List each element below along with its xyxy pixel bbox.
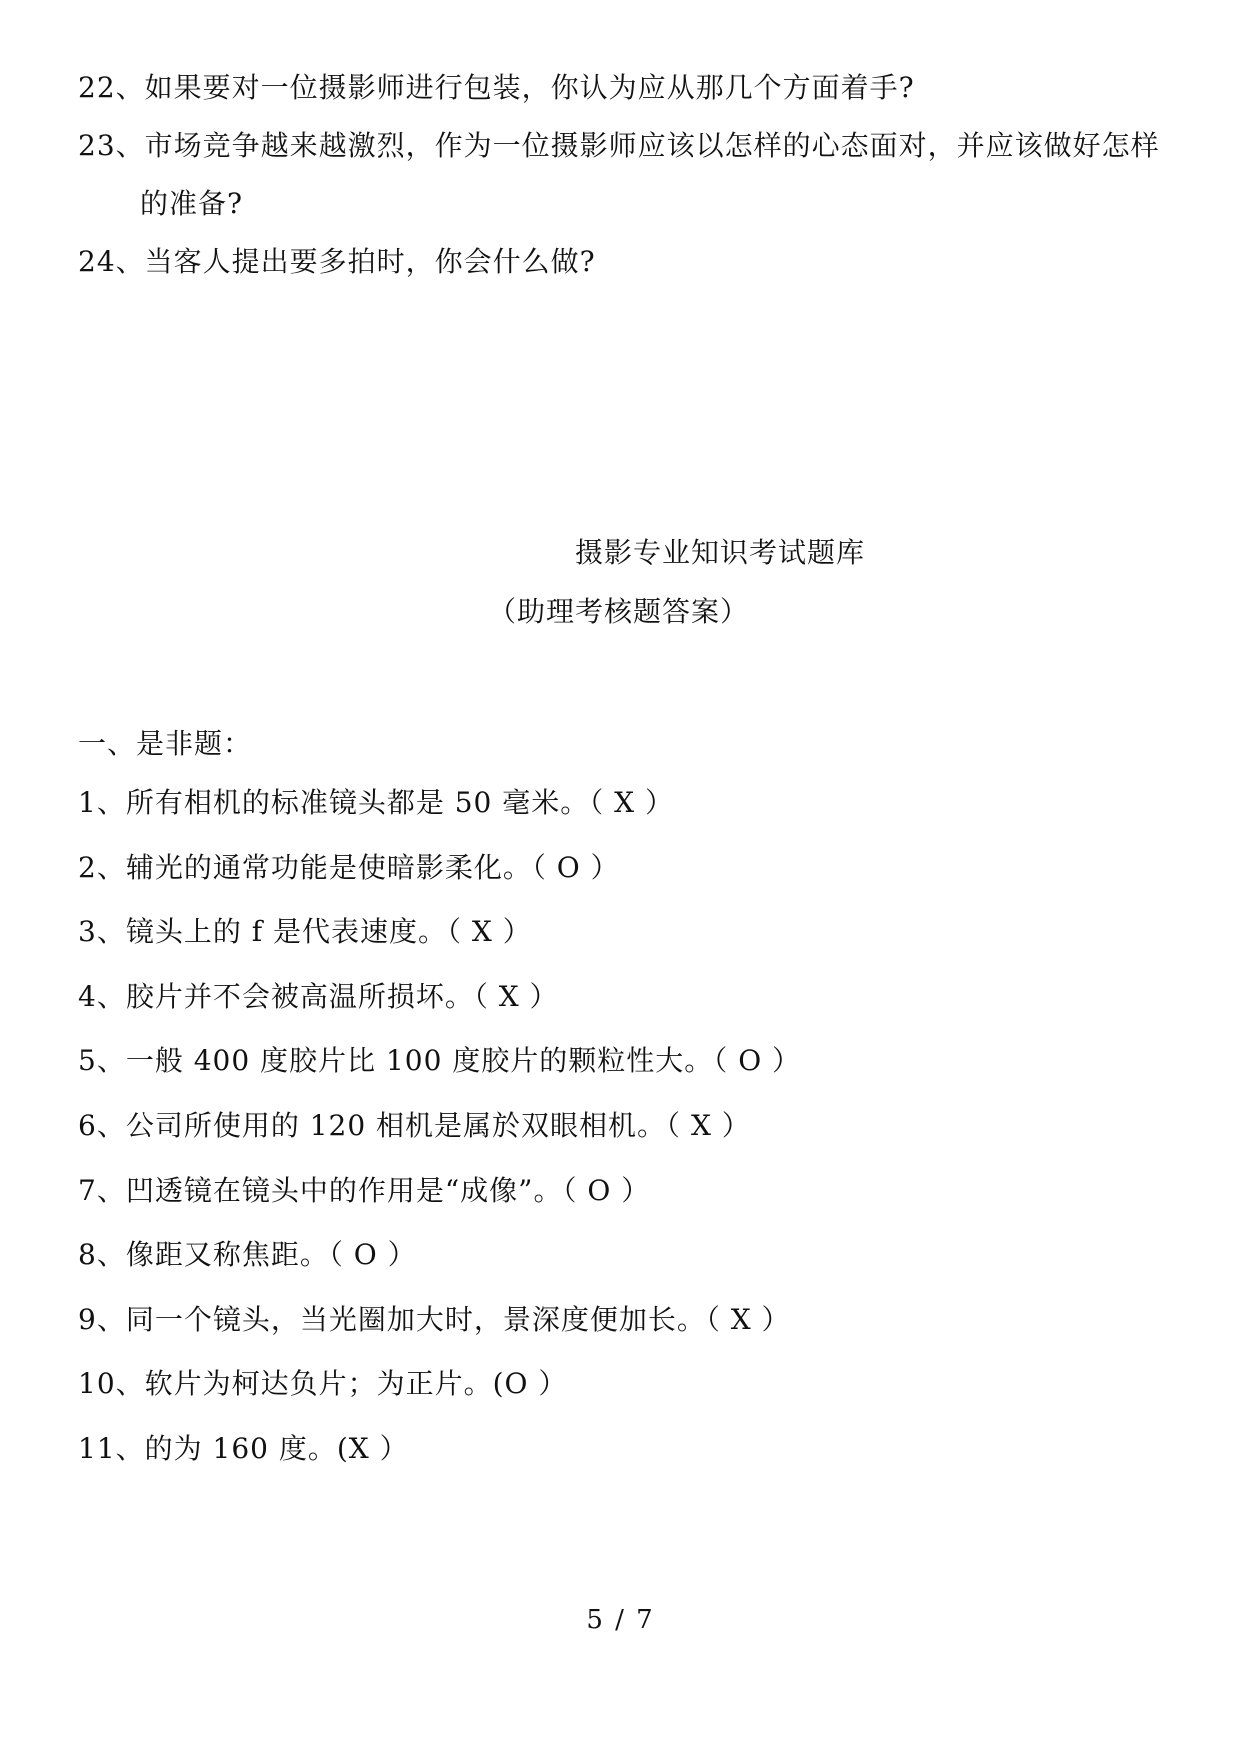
answer-item: 4、胶片并不会被高温所损坏。（ X ） [78,980,559,1013]
answer-item: 10、软片为柯达负片；为正片。(O ） [78,1367,568,1400]
answer-item: 5、一般 400 度胶片比 100 度胶片的颗粒性大。（ O ） [78,1044,802,1077]
answer-item: 3、镜头上的 f 是代表速度。（ X ） [78,915,532,948]
answer-item: 9、同一个镜头，当光圈加大时，景深度便加长。（ X ） [78,1303,791,1336]
question-23-line-2: 的准备? [140,187,244,220]
answer-item: 6、公司所使用的 120 相机是属於双眼相机。（ X ） [78,1109,751,1142]
answer-subtitle: （助理考核题答案） [488,595,750,628]
question-24: 24、当客人提出要多拍时，你会什么做? [78,245,596,278]
part-heading: 一、是非题： [78,727,253,760]
answer-item: 7、凹透镜在镜头中的作用是“成像”。（ O ） [78,1174,651,1207]
question-22: 22、如果要对一位摄影师进行包装，你认为应从那几个方面着手? [78,71,915,104]
answer-item: 2、辅光的通常功能是使暗影柔化。（ O ） [78,851,620,884]
question-23-line-1: 23、市场竞争越来越激烈，作为一位摄影师应该以怎样的心态面对，并应该做好怎样 [78,129,1160,162]
answer-item: 8、像距又称焦距。（ O ） [78,1238,417,1271]
answer-item: 11、的为 160 度。(X ） [78,1432,409,1465]
page-number: 5 / 7 [586,1605,655,1635]
answer-title: 摄影专业知识考试题库 [575,536,866,569]
answer-item: 1、所有相机的标准镜头都是 50 毫米。（ X ） [78,786,674,819]
